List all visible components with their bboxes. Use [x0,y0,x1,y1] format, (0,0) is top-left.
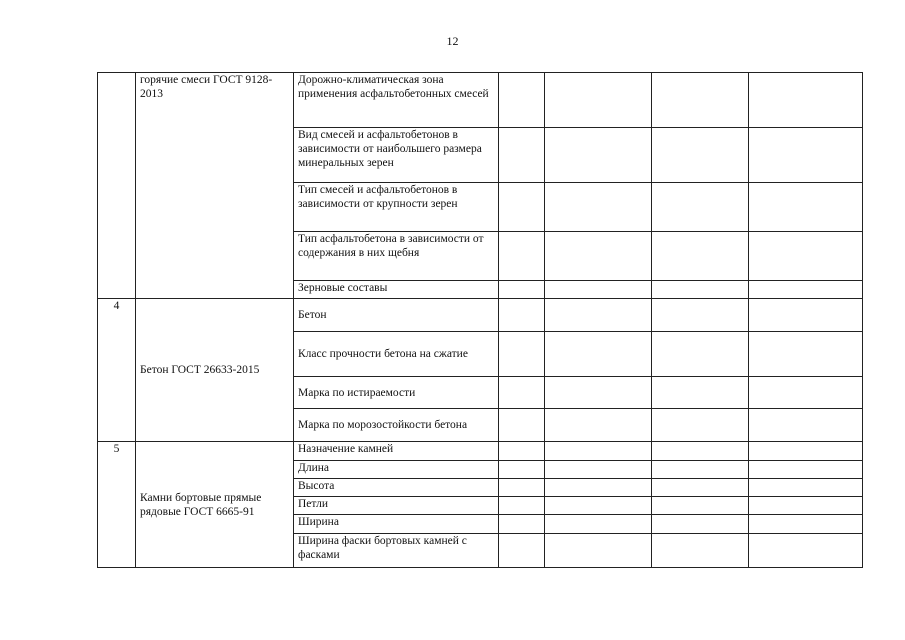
value-cell [652,515,749,534]
value-cell [499,497,545,515]
value-cell [652,299,749,332]
parameter-cell: Класс прочности бетона на сжатие [294,332,499,377]
value-cell [499,128,545,183]
value-cell [652,332,749,377]
value-cell [652,377,749,409]
parameter-cell: Вид смесей и асфальтобетонов в зависимости от наибольшего размера минеральных зерен [294,128,499,183]
value-cell [652,73,749,128]
value-cell [749,409,863,442]
table-row [98,442,863,461]
value-cell [749,128,863,183]
material-name-cell: Бетон ГОСТ 26633-2015 [136,299,294,442]
value-cell [545,128,652,183]
value-cell [545,377,652,409]
parameter-cell: Длина [294,461,499,479]
specification-table [97,72,863,568]
value-cell [652,479,749,497]
value-cell [749,515,863,534]
parameter-cell: Высота [294,479,499,497]
table-row [98,299,863,332]
value-cell [545,497,652,515]
value-cell [499,73,545,128]
page-number: 12 [446,34,459,48]
parameter-cell: Назначение камней [294,442,499,461]
value-cell [545,409,652,442]
value-cell [652,128,749,183]
row-number-cell [98,73,136,299]
row-number-cell: 4 [98,299,136,442]
table-row [98,73,863,128]
material-name-cell: горячие смеси ГОСТ 9128-2013 [136,73,294,299]
value-cell [545,515,652,534]
material-name-cell: Камни бортовые прямые рядовые ГОСТ 6665-91 [136,442,294,568]
row-number-cell: 5 [98,442,136,568]
value-cell [499,232,545,281]
parameter-cell: Дорожно-климатическая зона применения асфальтобетонных смесей [294,73,499,128]
value-cell [652,183,749,232]
value-cell [545,281,652,299]
value-cell [499,281,545,299]
parameter-cell: Петли [294,497,499,515]
parameter-cell: Ширина фаски бортовых камней с фасками [294,534,499,568]
value-cell [749,183,863,232]
value-cell [749,479,863,497]
value-cell [499,515,545,534]
value-cell [749,232,863,281]
value-cell [499,534,545,568]
value-cell [499,442,545,461]
value-cell [545,461,652,479]
value-cell [749,461,863,479]
value-cell [545,332,652,377]
value-cell [652,442,749,461]
parameter-cell: Тип смесей и асфальтобетонов в зависимости от крупности зерен [294,183,499,232]
parameter-cell: Марка по истираемости [294,377,499,409]
parameter-cell: Тип асфальтобетона в зависимости от содержания в них щебня [294,232,499,281]
value-cell [499,461,545,479]
value-cell [749,299,863,332]
value-cell [652,461,749,479]
value-cell [749,73,863,128]
value-cell [499,332,545,377]
parameter-cell: Бетон [294,299,499,332]
value-cell [652,497,749,515]
value-cell [545,442,652,461]
value-cell [749,377,863,409]
value-cell [499,377,545,409]
parameter-cell: Зерновые составы [294,281,499,299]
value-cell [749,497,863,515]
value-cell [545,232,652,281]
value-cell [545,479,652,497]
value-cell [499,479,545,497]
value-cell [545,73,652,128]
value-cell [499,183,545,232]
parameter-cell: Марка по морозостойкости бетона [294,409,499,442]
value-cell [499,299,545,332]
value-cell [749,534,863,568]
value-cell [749,332,863,377]
value-cell [652,534,749,568]
value-cell [749,442,863,461]
value-cell [545,183,652,232]
value-cell [652,232,749,281]
value-cell [652,281,749,299]
value-cell [499,409,545,442]
value-cell [545,534,652,568]
value-cell [545,299,652,332]
value-cell [652,409,749,442]
parameter-cell: Ширина [294,515,499,534]
value-cell [749,281,863,299]
